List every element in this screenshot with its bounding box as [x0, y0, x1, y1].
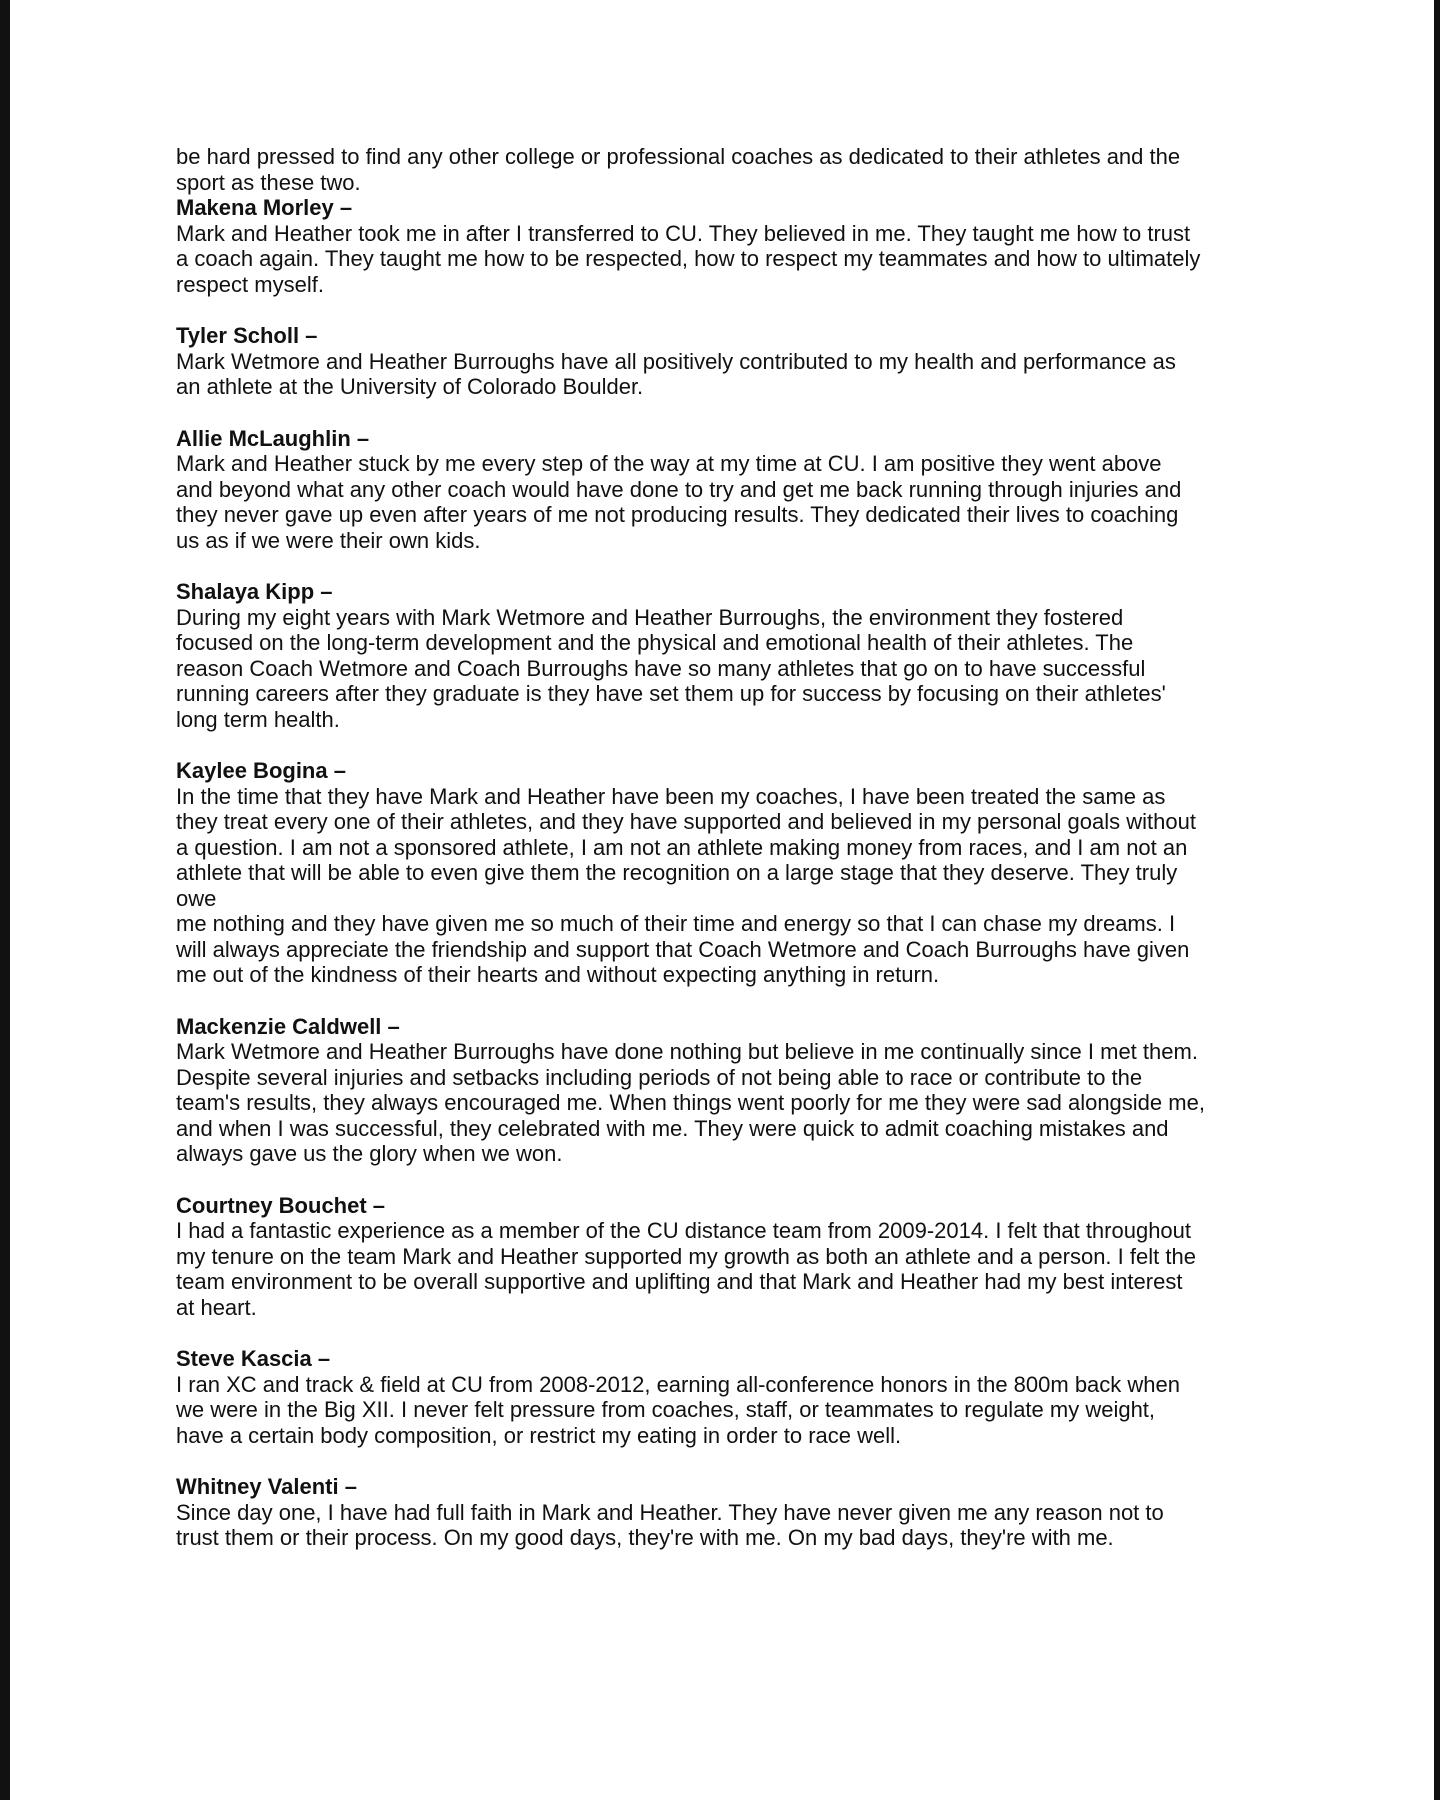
right-border [1434, 0, 1440, 1800]
testimonial-name: Makena Morley – [176, 195, 353, 220]
testimonial-name: Kaylee Bogina – [176, 758, 346, 783]
testimonial-name: Mackenzie Caldwell – [176, 1013, 400, 1039]
testimonial-courtney-bouchet [176, 1193, 1276, 1321]
left-border [0, 0, 10, 1800]
testimonial-text: Mark and Heather stuck by me every step of the way at my time at CU. I am positive they went above and beyond what any other coach would have done to try and get me back running through injuries and they never gave up even after years of me not producing results. They dedicated their lives to coaching us as if we were their own kids. [176, 451, 1182, 553]
testimonial-shalaya-kipp [176, 579, 1276, 732]
testimonial-allie-mclaughlin [176, 426, 1276, 554]
testimonial-makena-morley [176, 195, 1276, 297]
testimonial-tyler-scholl [176, 323, 1276, 400]
testimonial-text: Mark and Heather took me in after I transferred to CU. They believed in me. They taught me how to trust a coach again. They taught me how to be respected, how to respect my teammates and how to ultimately respect myself. [176, 220, 1201, 297]
testimonial-whitney-valenti [176, 1474, 1276, 1551]
testimonial-name: Shalaya Kipp – [176, 579, 333, 604]
testimonial-text: Since day one, I have had full faith in Mark and Heather. They have never given me any reason not to trust them or their process. On my good days, they're with me. On my bad days, they're with me. [176, 1499, 1164, 1550]
testimonial-steve-kascia [176, 1346, 1276, 1448]
testimonial-name: Whitney Valenti – [176, 1474, 357, 1499]
testimonial-name: Allie McLaughlin – [176, 425, 370, 451]
intro-paragraph: be hard pressed to find any other college or professional coaches as dedicated to their athletes and the sport as these two. [176, 144, 1181, 195]
testimonial-kaylee-bogina [176, 758, 1276, 988]
testimonial-name: Courtney Bouchet – [176, 1192, 386, 1218]
testimonial-text: During my eight years with Mark Wetmore and Heather Burroughs, the environment they fostered focused on the long-term development and the physical and emotional health of their athletes. The reason Coach Wetmore and Coach Burroughs have so many athletes that go on to have successful running careers after they graduate is they have set them up for success by focusing on their athletes' long term health. [176, 604, 1166, 732]
testimonial-name: Steve Kascia – [176, 1346, 331, 1371]
testimonial-mackenzie-caldwell [176, 1014, 1276, 1167]
testimonial-text: Mark Wetmore and Heather Burroughs have all positively contributed to my health and performance as an athlete at the University of Colorado Boulder. [176, 348, 1176, 399]
testimonial-text: Mark Wetmore and Heather Burroughs have done nothing but believe in me continually since I met them. Despite several injuries and setbacks including periods of not being able to race or contribute to the team's results, they always encouraged me. When things went poorly for me they were sad alongside me, and when I was successful, they celebrated with me. They were quick to admit coaching mistakes and always gave us the glory when we won. [176, 1039, 1205, 1166]
document-page [176, 144, 1276, 1577]
testimonial-text: I ran XC and track & field at CU from 2008-2012, earning all-conference honors in the 800m back when we were in the Big XII. I never felt pressure from coaches, staff, or teammates to regulate my weight, have a certain body composition, or restrict my eating in order to race well. [176, 1371, 1180, 1448]
testimonial-text: I had a fantastic experience as a member of the CU distance team from 2009-2014. I felt that throughout my tenure on the team Mark and Heather supported my growth as both an athlete and a person. I felt the team environment to be overall supportive and uplifting and that Mark and Heather had my best interest at heart. [176, 1218, 1196, 1320]
testimonial-text: In the time that they have Mark and Heather have been my coaches, I have been treated the same as they treat every one of their athletes, and they have supported and believed in my personal goals without a question. I am not a sponsored athlete, I am not an athlete making money from races, and I am not an athlete that will be able to even give them the recognition on a large stage that they deserve. They truly owe me nothing and they have given me so much of their time and energy so that I can chase my dreams. I will always appreciate the friendship and support that Coach Wetmore and Coach Burroughs have given me out of the kindness of their hearts and without expecting anything in return. [176, 783, 1196, 987]
testimonial-name: Tyler Scholl – [176, 323, 318, 348]
